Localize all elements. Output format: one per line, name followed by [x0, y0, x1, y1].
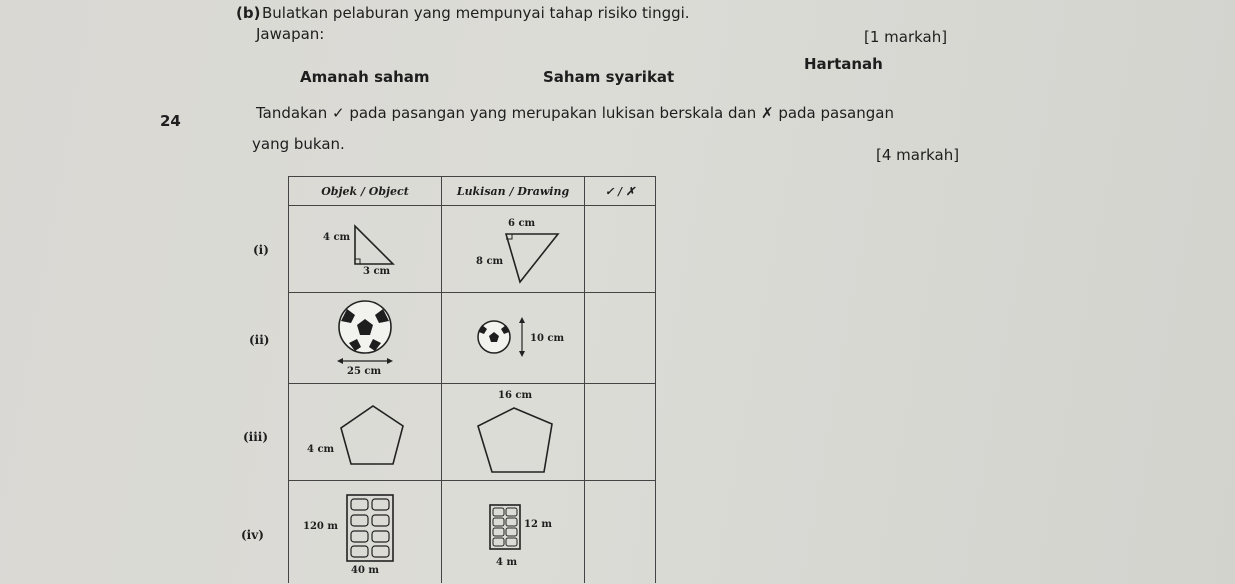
object-cell-iv [289, 481, 442, 584]
object-pentagon-iii [289, 384, 441, 480]
answer-cell-i[interactable] [585, 206, 656, 293]
drawing-cell-i [442, 206, 585, 293]
answer-cell-iv[interactable] [585, 481, 656, 584]
drawing-cell-iv [442, 481, 585, 584]
drawing-cell-iii [442, 384, 585, 481]
object-dim-height-i: 4 cm [323, 232, 351, 243]
row-label-iii: (iii) [243, 430, 269, 444]
object-cell-ii [289, 293, 442, 384]
row-label-i: (i) [253, 243, 269, 257]
answer-cell-iii[interactable] [585, 384, 656, 481]
row-label-iv: (iv) [241, 528, 264, 542]
drawing-cell-ii [442, 293, 585, 384]
scale-drawing-table [288, 176, 656, 583]
row-label-ii: (ii) [249, 333, 270, 347]
object-triangle-i [289, 206, 441, 292]
answer-cell-ii[interactable] [585, 293, 656, 384]
header-drawing: Lukisan / Drawing [442, 177, 585, 206]
object-dim-ball-ii: 25 cm [347, 366, 382, 377]
question-24-line2: yang bukan. [252, 135, 345, 153]
drawing-dim-ball-ii: 10 cm [530, 333, 565, 344]
option-hartanah[interactable]: Hartanah [804, 55, 883, 73]
object-dim-pentagon-iii: 4 cm [307, 444, 335, 455]
drawing-dim-top-i: 6 cm [508, 218, 536, 229]
answer-label: Jawapan: [256, 25, 325, 43]
option-amanah-saham[interactable]: Amanah saham [300, 68, 430, 86]
drawing-dim-height-iv: 12 m [524, 519, 552, 530]
question-b-marks: [1 markah] [864, 28, 948, 46]
header-object: Objek / Object [289, 177, 442, 206]
object-dim-height-iv: 120 m [303, 521, 338, 532]
object-dim-base-i: 3 cm [363, 266, 391, 277]
question-24-marks: [4 markah] [876, 146, 960, 164]
object-cell-i [289, 206, 442, 293]
object-cell-iii [289, 384, 442, 481]
option-saham-syarikat[interactable]: Saham syarikat [543, 68, 675, 86]
drawing-dim-pentagon-iii: 16 cm [498, 390, 533, 401]
header-tick-cross: ✓ / ✗ [585, 177, 656, 206]
drawing-dim-side-i: 8 cm [476, 256, 504, 267]
question-b-number: (b) [236, 4, 261, 22]
question-24-number: 24 [160, 112, 181, 130]
question-b-text: Bulatkan pelaburan yang mempunyai tahap risiko tinggi. [262, 4, 690, 22]
object-dim-width-iv: 40 m [351, 565, 379, 576]
drawing-dim-width-iv: 4 m [496, 557, 518, 568]
question-24-line1: Tandakan ✓ pada pasangan yang merupakan lukisan berskala dan ✗ pada pasangan [256, 104, 894, 122]
